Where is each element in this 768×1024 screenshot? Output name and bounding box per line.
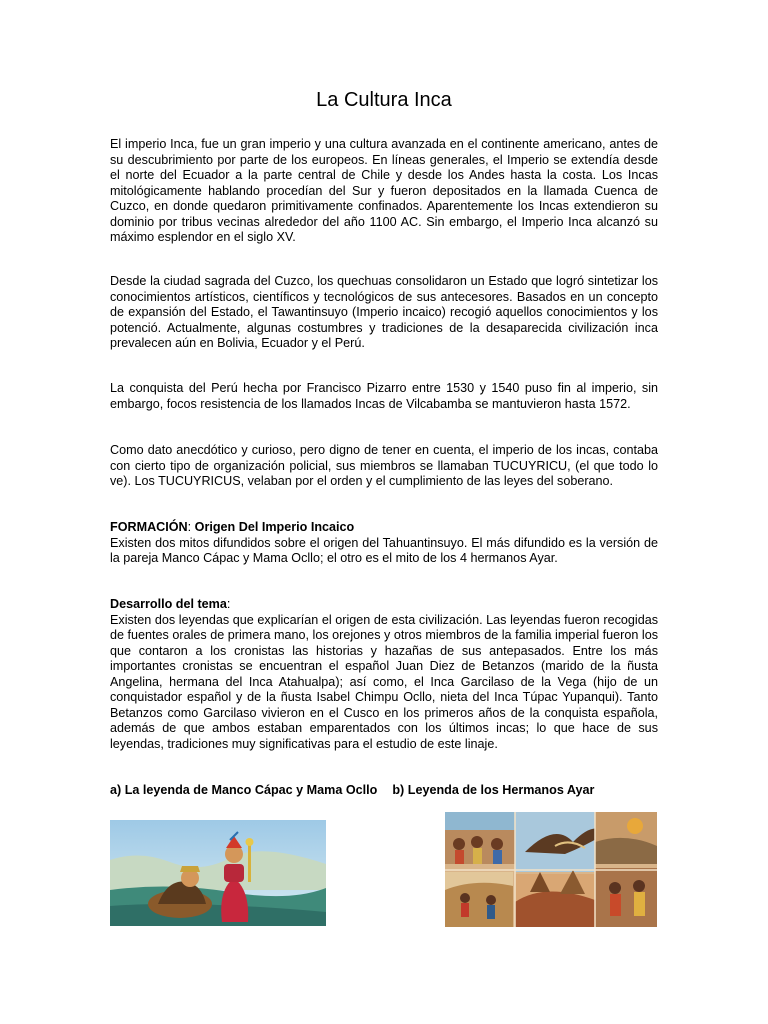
legend-captions [110, 783, 670, 799]
paragraph-conquista: La conquista del Perú hecha por Francisco Pizarro entre 1530 y 1540 puso fin al imperio, sin embargo, focos resistencia de los llamados Incas de Vilcabamba se mantuvieron hasta 1572. [110, 381, 658, 411]
section-desarrollo [110, 597, 658, 752]
section-formacion [110, 520, 658, 567]
formacion-colon: : [187, 520, 195, 534]
legend-a-caption: a) La leyenda de Manco Cápac y Mama Ocllo [110, 783, 378, 797]
formacion-subheading: Origen Del Imperio Incaico [194, 520, 355, 534]
paragraph-intro: El imperio Inca, fue un gran imperio y una cultura avanzada en el continente americano, antes de su descubrimiento por parte de los europeos. En líneas generales, el Imperio se extendía desde el norte del Ecuador a la parte central de Chile y desde los Andes hasta la costa. Los Incas mitológicamente hablando procedían del Sur y fueron depositados en la llamada Cuenca de Cuzco, en donde quedaron primitivamente confinados. Aparentemente los Incas extendieron su dominio por tribus vecinas alrededor del año 1100 AC. Sin embargo, el Imperio Inca alcanzó su máximo esplendor en el siglo XV. [110, 137, 658, 244]
desarrollo-text: Existen dos leyendas que explicarían el origen de esta civilización. Las leyendas fueron recogidas de fuentes orales de primera mano, los orejones y otros miembros de la familia imperial fueron los que contaron a los cronistas las historias y hazañas de sus antepasados. Entre los más importantes cronistas se encuentran el español Juan Diez de Betanzos (marido de la ñusta Angelina, hermana del Inca Atahualpa); así como, el Inca Garcilaso de la Vega (hijo de un conquistador español y de la ñusta Isabel Chimpu Ocllo, nieta del Inca Túpac Yupanqui). Tanto Betanzos como Garcilaso vivieron en el Cusco en los primeros años de la conquista española, además de que ambos estaban emparentados con los últimos incas; lo que hace de sus leyendas, tradiciones muy significativas para el estudio de este linaje. [110, 612, 658, 751]
manco-capac-illustration [110, 820, 326, 926]
formacion-heading: FORMACIÓN [110, 520, 188, 534]
formacion-text: Existen dos mitos difundidos sobre el origen del Tahuantinsuyo. El más difundido es la versión de la pareja Manco Cápac y Mama Ocllo; el otro es el mito de los 4 hermanos Ayar. [110, 535, 658, 565]
desarrollo-colon: : [226, 597, 231, 611]
legend-b-caption: b) Leyenda de los Hermanos Ayar [392, 783, 595, 797]
page-title: La Cultura Inca [316, 89, 452, 111]
hermanos-ayar-illustration [445, 812, 657, 927]
paragraph-cuzco: Desde la ciudad sagrada del Cuzco, los quechuas consolidaron un Estado que logró sintetizar los conocimientos artísticos, científicos y tecnológicos de sus antecesores. Basados en un concepto de expansión del Estado, el Tawantinsuyo (Imperio incaico) recogió aquellos conocimientos y los potenció. Actualmente, algunas costumbres y tradiciones de la desaparecida civilización inca prevalecen aún en Bolivia, Ecuador y el Perú. [110, 274, 658, 350]
desarrollo-heading: Desarrollo del tema [110, 597, 227, 611]
paragraph-tucuyricu: Como dato anecdótico y curioso, pero digno de tener en cuenta, el imperio de los incas, contaba con cierto tipo de organización policial, sus miembros se llamaban TUCUYRICU, (el que todo lo ve). Los TUCUYRICUS, velaban por el orden y el cumplimiento de las leyes del soberano. [110, 443, 658, 488]
